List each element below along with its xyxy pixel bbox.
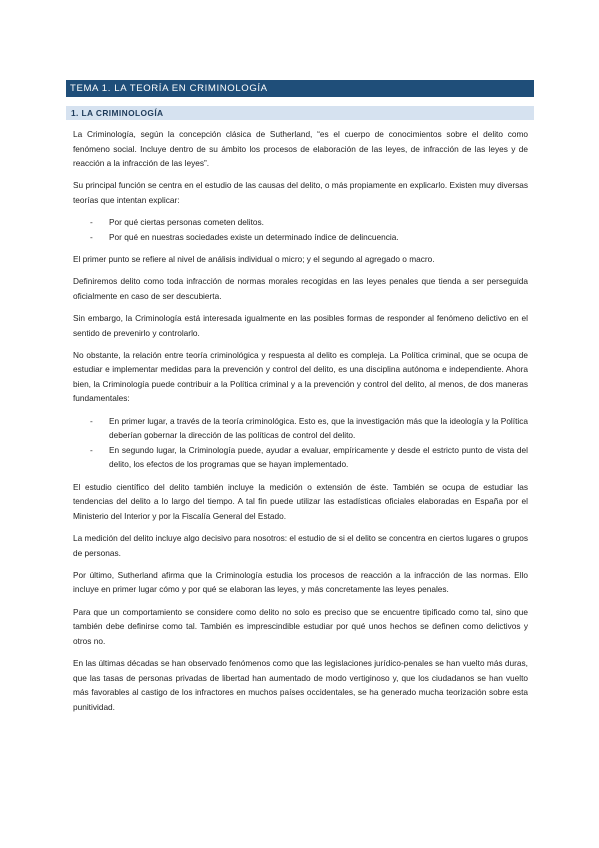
paragraph: Por último, Sutherland afirma que la Criminología estudia los procesos de reacción a la infracción de las normas. Ello incluye en primer lugar cómo y por qué se elaboran las leyes, y más concretamente las leyes penales. xyxy=(73,569,528,595)
paragraph: Definiremos delito como toda infracción de normas morales recogidas en las leyes penales que tienda a ser perseguida oficialmente en caso de ser descubierta. xyxy=(73,276,528,301)
paragraph: El primer punto se refiere al nivel de análisis individual o micro; y el segundo al agregado o macro. xyxy=(73,253,435,264)
list-item: - En primer lugar, a través de la teoría criminológica. Esto es, que la investigación más que la ideología y la Política deberían gobernar la dirección de las políticas de control del delito. xyxy=(73,414,528,443)
paragraph: Sin embargo, la Criminología está interesada igualmente en las posibles formas de responder al fenómeno delictivo en el sentido de prevenirlo y controlarlo. xyxy=(73,312,528,338)
chapter-heading: TEMA 1. LA TEORÍA EN CRIMINOLOGÍA xyxy=(66,80,534,97)
section-heading: 1. LA CRIMINOLOGÍA xyxy=(66,106,534,120)
bullet-list xyxy=(73,215,528,244)
paragraph: La medición del delito incluye algo decisivo para nosotros: el estudio de si el delito se concentra en ciertos lugares o grupos de personas. xyxy=(73,533,528,558)
paragraph: No obstante, la relación entre teoría criminológica y respuesta al delito es compleja. La Política criminal, que se ocupa de estudiar e implementar medidas para la prevención y control del delito, es una disciplina autónoma e independiente. Ahora bien, la Criminología puede contribuir a la Política criminal y a la prevención y control del delito, al menos, de dos maneras fundamentales: xyxy=(73,349,528,404)
list-item: - Por qué en nuestras sociedades existe un determinado índice de delincuencia. xyxy=(73,230,528,245)
list-item: - Por qué ciertas personas cometen delitos. xyxy=(73,215,528,230)
document-body xyxy=(73,127,528,722)
paragraph: La Criminología, según la concepción clásica de Sutherland, “es el cuerpo de conocimientos sobre el delito como fenómeno social. Incluye dentro de su ámbito los procesos de elaboración de las leyes, de infracción de las leyes y de reacción a la infracción de las leyes”. xyxy=(73,129,528,169)
paragraph: Para que un comportamiento se considere como delito no solo es preciso que se encuentre tipificado como tal, sino que también debe definirse como tal. También es imprescindible estudiar por qué unos hechos se definen como delictivos y otros no. xyxy=(73,606,528,646)
paragraph: Su principal función se centra en el estudio de las causas del delito, o más propiamente en explicarlo. Existen muy diversas teorías que intentan explicar: xyxy=(73,180,528,205)
list-item: - En segundo lugar, la Criminología puede, ayudar a evaluar, empíricamente y desde el estricto punto de vista del delito, los efectos de los programas que se hayan implementado. xyxy=(73,443,528,472)
paragraph: En las últimas décadas se han observado fenómenos como que las legislaciones jurídico-penales se han vuelto más duras, que las tasas de personas privadas de libertad han aumentado de modo vertiginoso y, que los ciudadanos se han vuelto más favorables al castigo de los infractores en muchos países occidentales, se ha generado mucha teorización sobre esta punitividad. xyxy=(73,657,528,712)
paragraph: El estudio científico del delito también incluye la medición o extensión de éste. También se ocupa de estudiar las tendencias del delito a lo largo del tiempo. A tal fin puede utilizar las estadísticas oficiales elaboradas en España por el Ministerio del Interior y por la Fiscalía General del Estado. xyxy=(73,481,528,521)
bullet-list xyxy=(73,414,528,472)
